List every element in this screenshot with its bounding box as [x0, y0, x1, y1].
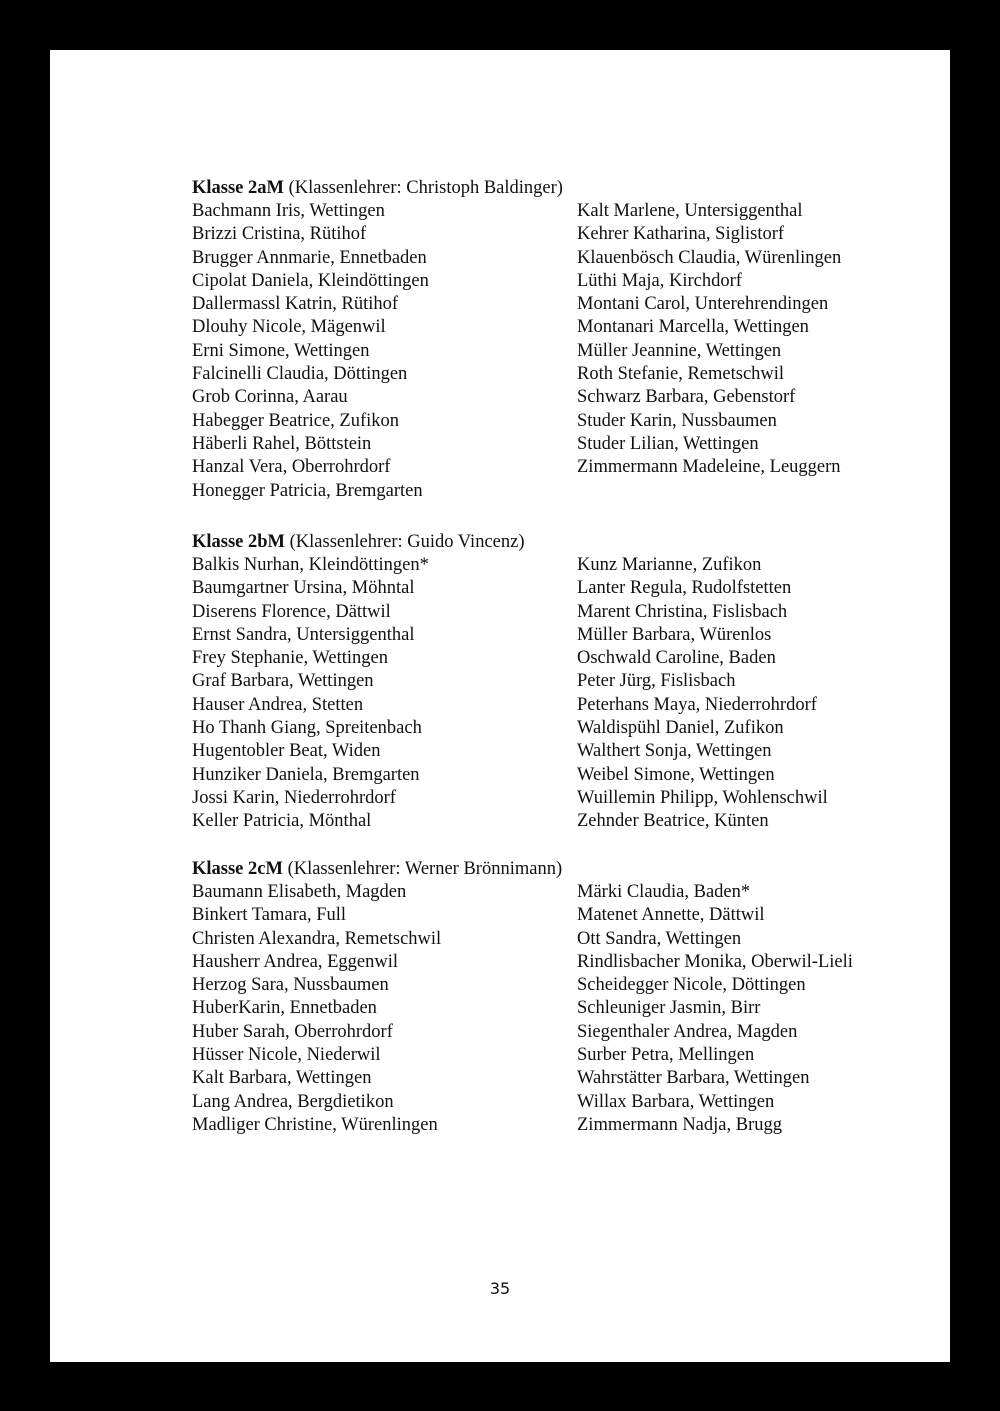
student-entry: Falcinelli Claudia, Döttingen	[192, 364, 408, 385]
student-list-left	[192, 554, 572, 834]
teacher-note: (Klassenlehrer: Guido Vincenz)	[289, 532, 525, 552]
section-heading	[192, 176, 892, 200]
student-entry: Roth Stefanie, Remetschwil	[577, 364, 785, 385]
teacher-note: (Klassenlehrer: Christoph Baldinger)	[288, 178, 563, 198]
student-entry: Kalt Barbara, Wettingen	[192, 1068, 372, 1089]
student-entry: Hauser Andrea, Stetten	[192, 694, 364, 715]
student-entry: Jossi Karin, Niederrohrdorf	[192, 787, 396, 808]
class-section-2bm	[192, 530, 892, 832]
class-section-2am	[192, 176, 892, 501]
student-entry: Hunziker Daniela, Bremgarten	[192, 764, 420, 785]
student-entry: Zimmermann Madeleine, Leuggern	[577, 457, 841, 478]
student-list-right	[577, 554, 897, 834]
student-entry: Häberli Rahel, Böttstein	[192, 433, 372, 454]
student-entry: Zehnder Beatrice, Künten	[577, 811, 769, 832]
page-number: 35	[489, 1279, 511, 1298]
student-entry: Balkis Nurhan, Kleindöttingen*	[192, 555, 429, 575]
section-heading	[192, 857, 892, 881]
student-entry: Weibel Simone, Wettingen	[577, 764, 775, 785]
student-entry: HuberKarin, Ennetbaden	[192, 998, 377, 1019]
class-label: Klasse 2bM	[192, 532, 286, 552]
student-entry: Surber Petra, Mellingen	[577, 1045, 755, 1066]
student-entry: Märki Claudia, Baden*	[577, 882, 751, 902]
student-entry: Matenet Annette, Dättwil	[577, 905, 765, 926]
class-label: Klasse 2aM	[192, 178, 284, 198]
student-entry: Rindlisbacher Monika, Oberwil-Lieli	[577, 951, 853, 972]
student-entry: Müller Barbara, Würenlos	[577, 624, 772, 645]
student-entry: Wuillemin Philipp, Wohlenschwil	[577, 787, 828, 808]
student-entry: Brugger Annmarie, Ennetbaden	[192, 247, 427, 268]
document-page	[50, 50, 950, 1362]
student-entry: Müller Jeannine, Wettingen	[577, 340, 782, 361]
section-heading	[192, 530, 892, 554]
student-entry: Klauenbösch Claudia, Würenlingen	[577, 247, 842, 268]
student-entry: Kehrer Katharina, Siglistorf	[577, 224, 785, 245]
student-entry: Habegger Beatrice, Zufikon	[192, 410, 400, 431]
student-entry: Keller Patricia, Mönthal	[192, 811, 372, 832]
teacher-note: (Klassenlehrer: Werner Brönnimann)	[287, 859, 563, 879]
student-entry: Willax Barbara, Wettingen	[577, 1091, 775, 1112]
student-entry: Dlouhy Nicole, Mägenwil	[192, 317, 386, 338]
student-entry: Lang Andrea, Bergdietikon	[192, 1091, 394, 1112]
student-entry: Bachmann Iris, Wettingen	[192, 201, 385, 221]
student-entry: Peter Jürg, Fislisbach	[577, 671, 736, 692]
student-entry: Erni Simone, Wettingen	[192, 340, 370, 361]
student-entry: Lanter Regula, Rudolfstetten	[577, 578, 792, 599]
student-entry: Montanari Marcella, Wettingen	[577, 317, 809, 338]
student-entry: Grob Corinna, Aarau	[192, 387, 348, 408]
student-entry: Madliger Christine, Würenlingen	[192, 1114, 438, 1135]
student-entry: Baumann Elisabeth, Magden	[192, 882, 407, 902]
student-list-right	[577, 881, 897, 1137]
student-entry: Hugentobler Beat, Widen	[192, 741, 381, 762]
student-entry: Frey Stephanie, Wettingen	[192, 648, 388, 669]
student-entry: Schwarz Barbara, Gebenstorf	[577, 387, 796, 408]
student-entry: Lüthi Maja, Kirchdorf	[577, 270, 742, 291]
student-entry: Oschwald Caroline, Baden	[577, 648, 776, 669]
student-entry: Dallermassl Katrin, Rütihof	[192, 294, 399, 315]
student-list-right	[577, 200, 897, 480]
student-list-left	[192, 881, 572, 1137]
student-entry: Studer Lilian, Wettingen	[577, 433, 759, 454]
student-entry: Walthert Sonja, Wettingen	[577, 741, 772, 762]
student-entry: Christen Alexandra, Remetschwil	[192, 928, 442, 949]
student-entry: Binkert Tamara, Full	[192, 905, 347, 926]
student-entry: Zimmermann Nadja, Brugg	[577, 1114, 782, 1135]
student-entry: Montani Carol, Unterehrendingen	[577, 294, 829, 315]
student-entry: Wahrstätter Barbara, Wettingen	[577, 1068, 810, 1089]
student-entry: Kalt Marlene, Untersiggenthal	[577, 201, 803, 221]
student-entry: Waldispühl Daniel, Zufikon	[577, 718, 784, 739]
student-entry: Siegenthaler Andrea, Magden	[577, 1021, 798, 1042]
student-entry: Peterhans Maya, Niederrohrdorf	[577, 694, 817, 715]
student-entry: Ernst Sandra, Untersiggenthal	[192, 624, 415, 645]
student-entry: Huber Sarah, Oberrohrdorf	[192, 1021, 393, 1042]
student-entry: Scheidegger Nicole, Döttingen	[577, 975, 806, 996]
student-entry: Brizzi Cristina, Rütihof	[192, 224, 367, 245]
student-entry: Honegger Patricia, Bremgarten	[192, 480, 423, 501]
student-entry: Baumgartner Ursina, Möhntal	[192, 578, 415, 599]
student-entry: Hanzal Vera, Oberrohrdorf	[192, 457, 391, 478]
student-entry: Ho Thanh Giang, Spreitenbach	[192, 718, 422, 739]
student-entry: Kunz Marianne, Zufikon	[577, 555, 762, 575]
class-section-2cm	[192, 857, 892, 1135]
student-entry: Ott Sandra, Wettingen	[577, 928, 742, 949]
student-entry: Studer Karin, Nussbaumen	[577, 410, 777, 431]
student-entry: Diserens Florence, Dättwil	[192, 601, 391, 622]
student-entry: Schleuniger Jasmin, Birr	[577, 998, 761, 1019]
student-entry: Herzog Sara, Nussbaumen	[192, 975, 389, 996]
student-entry: Cipolat Daniela, Kleindöttingen	[192, 270, 429, 291]
class-label: Klasse 2cM	[192, 859, 283, 879]
student-list-left	[192, 200, 572, 503]
student-entry: Hüsser Nicole, Niederwil	[192, 1045, 381, 1066]
student-entry: Graf Barbara, Wettingen	[192, 671, 374, 692]
student-entry: Marent Christina, Fislisbach	[577, 601, 788, 622]
student-entry: Hausherr Andrea, Eggenwil	[192, 951, 399, 972]
